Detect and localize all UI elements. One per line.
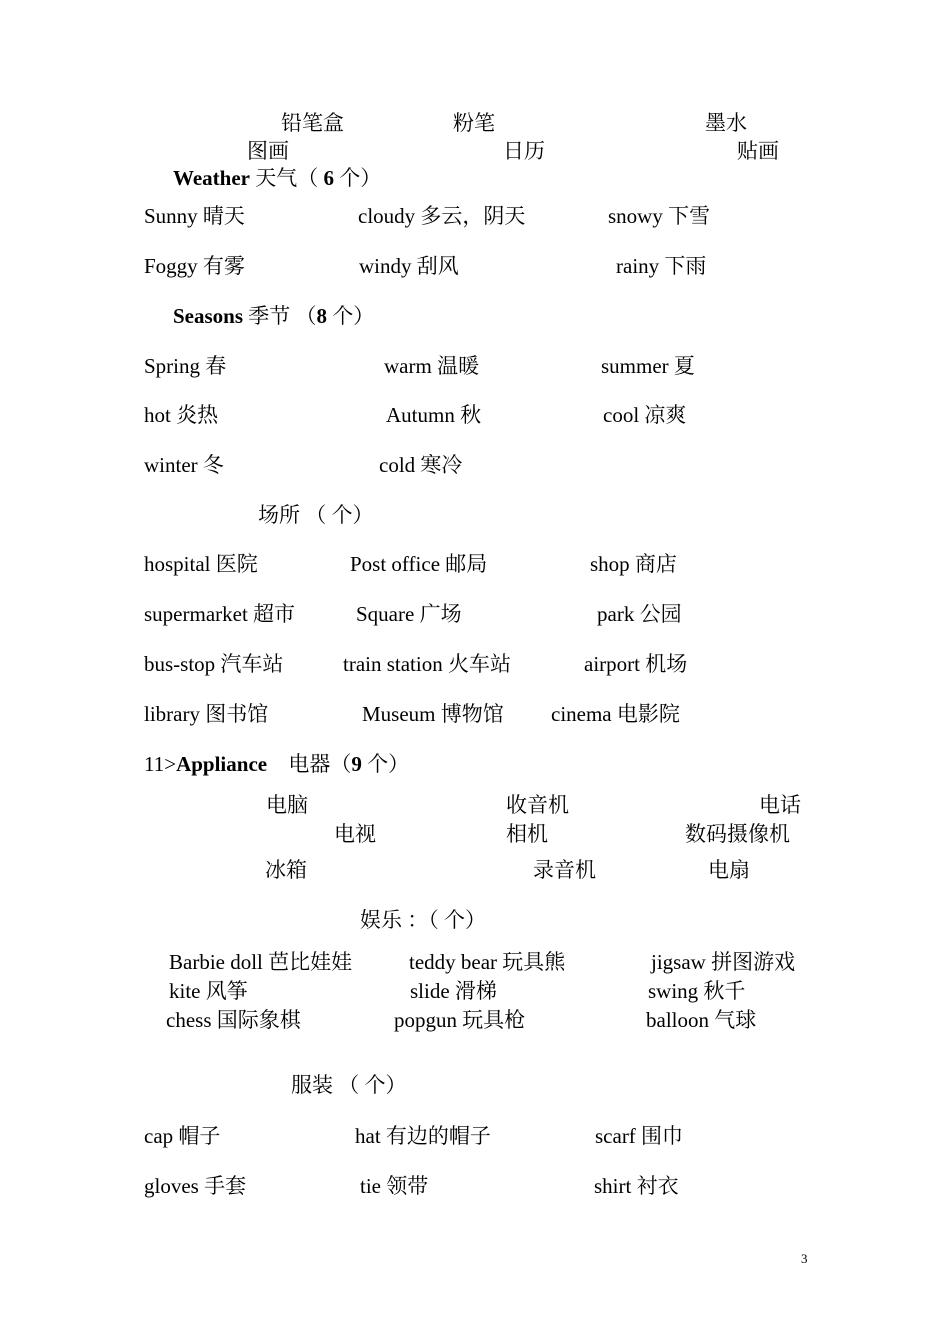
- vocab-scarf: scarf 围巾: [595, 1124, 684, 1148]
- vocab-autumn: Autumn 秋: [386, 403, 482, 427]
- vocab-post-office: Post office 邮局: [350, 552, 488, 576]
- weather-count: 6: [323, 166, 334, 190]
- vocab-fan: 电扇: [708, 858, 750, 882]
- vocab-cool: cool 凉爽: [603, 403, 687, 427]
- appliance-number: 11>: [144, 752, 177, 776]
- vocab-cloudy: cloudy 多云，阴天: [358, 204, 526, 228]
- vocab-sticker: 贴画: [737, 139, 779, 163]
- vocab-popgun: popgun 玩具枪: [394, 1008, 526, 1032]
- vocab-museum: Museum 博物馆: [362, 702, 504, 726]
- seasons-heading: [173, 306, 374, 327]
- vocab-teddy-bear: teddy bear 玩具熊: [409, 950, 566, 974]
- vocab-recorder: 录音机: [533, 858, 596, 882]
- vocab-hot: hot 炎热: [144, 403, 219, 427]
- weather-heading-en: Weather: [173, 166, 250, 190]
- weather-count-suffix: 个）: [339, 166, 382, 190]
- vocab-snowy: snowy 下雪: [608, 204, 711, 228]
- vocab-camera: 相机: [506, 822, 548, 846]
- vocab-tv: 电视: [334, 822, 376, 846]
- vocab-computer: 电脑: [266, 793, 308, 817]
- vocab-spring: Spring 春: [144, 354, 227, 378]
- vocab-fridge: 冰箱: [265, 858, 307, 882]
- vocab-calendar: 日历: [503, 139, 545, 163]
- vocab-chess: chess 国际象棋: [166, 1008, 301, 1032]
- vocab-hat: hat 有边的帽子: [355, 1124, 491, 1148]
- vocab-warm: warm 温暖: [384, 354, 480, 378]
- vocab-airport: airport 机场: [584, 652, 688, 676]
- vocab-windy: windy 刮风: [359, 254, 459, 278]
- vocab-supermarket: supermarket 超市: [144, 602, 296, 626]
- entertainment-heading: 娱乐 ：（ 个）: [360, 908, 486, 932]
- vocab-library: library 图书馆: [144, 702, 269, 726]
- places-heading: 场所 （ 个）: [258, 503, 374, 527]
- vocab-tie: tie 领带: [360, 1174, 429, 1198]
- vocab-rainy: rainy 下雨: [616, 254, 707, 278]
- vocab-foggy: Foggy 有雾: [144, 254, 245, 278]
- appliance-heading-cn: 电器（: [288, 752, 352, 776]
- vocab-jigsaw: jigsaw 拼图游戏: [651, 950, 796, 974]
- page-number: 3: [801, 1251, 808, 1266]
- vocab-train-station: train station 火车站: [343, 652, 511, 676]
- vocab-balloon: balloon 气球: [646, 1008, 757, 1032]
- clothing-heading: 服装 （ 个）: [291, 1073, 407, 1097]
- vocab-gloves: gloves 手套: [144, 1174, 247, 1198]
- seasons-heading-cn: 季节 （: [248, 304, 317, 328]
- seasons-count-suffix: 个）: [332, 304, 375, 328]
- weather-heading-cn: 天气（: [255, 166, 319, 190]
- vocab-telephone: 电话: [759, 793, 801, 817]
- appliance-heading: [144, 754, 409, 775]
- vocab-park: park 公园: [597, 602, 682, 626]
- vocab-chalk: 粉笔: [453, 111, 495, 135]
- vocab-cold: cold 寒冷: [379, 453, 463, 477]
- vocab-camcorder: 数码摄像机: [685, 822, 790, 846]
- vocab-pencil-box: 铅笔盒: [281, 111, 344, 135]
- vocab-sunny: Sunny 晴天: [144, 204, 245, 228]
- vocab-hospital: hospital 医院: [144, 552, 258, 576]
- vocab-summer: summer 夏: [601, 354, 695, 378]
- vocab-shirt: shirt 衬衣: [594, 1174, 679, 1198]
- seasons-heading-en: Seasons: [173, 304, 244, 328]
- vocab-bus-stop: bus-stop 汽车站: [144, 652, 284, 676]
- vocab-cap: cap 帽子: [144, 1124, 221, 1148]
- vocab-picture: 图画: [247, 139, 289, 163]
- vocab-ink: 墨水: [705, 111, 747, 135]
- appliance-count-suffix: 个）: [367, 752, 410, 776]
- vocab-radio: 收音机: [506, 793, 569, 817]
- vocab-cinema: cinema 电影院: [551, 702, 680, 726]
- weather-heading: [173, 168, 381, 189]
- appliance-count: 9: [351, 752, 362, 776]
- vocab-slide: slide 滑梯: [410, 979, 497, 1003]
- seasons-count: 8: [316, 304, 328, 328]
- vocab-kite: kite 风筝: [169, 979, 248, 1003]
- vocab-shop: shop 商店: [590, 552, 677, 576]
- vocab-swing: swing 秋千: [648, 979, 746, 1003]
- vocab-square: Square 广场: [356, 602, 462, 626]
- vocab-barbie-doll: Barbie doll 芭比娃娃: [169, 950, 353, 974]
- vocab-winter: winter 冬: [144, 453, 224, 477]
- appliance-heading-en: Appliance: [176, 752, 268, 776]
